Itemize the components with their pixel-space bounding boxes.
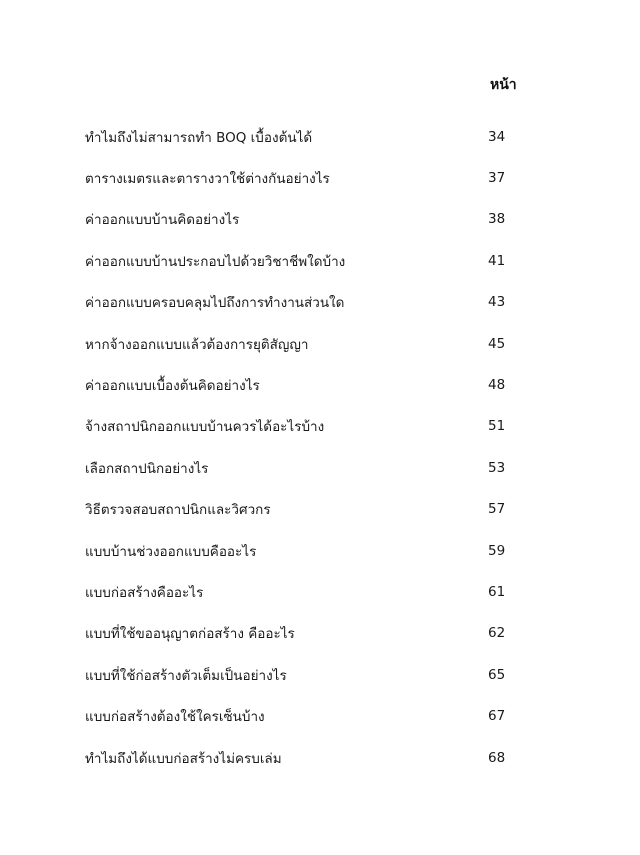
toc-entry — [85, 695, 510, 736]
toc-entry — [85, 199, 510, 240]
toc-entry-page: 68 — [488, 749, 506, 766]
toc-entry-title: วิธีตรวจสอบสถาปนิกและวิศวกร — [85, 502, 271, 519]
toc-entry-title: ค่าออกแบบบ้านคิดอย่างไร — [85, 212, 240, 229]
toc-entry — [85, 116, 510, 157]
toc-entry-page: 34 — [488, 128, 506, 145]
toc-entry-title: แบบก่อสร้างต้องใช้ใครเซ็นบ้าง — [85, 709, 265, 726]
toc-entry-page: 43 — [488, 294, 506, 311]
toc-entry-page: 67 — [488, 708, 506, 725]
toc-entry-page: 48 — [488, 377, 506, 394]
toc-entry — [85, 364, 510, 405]
toc-entry-page: 65 — [488, 666, 506, 683]
toc-entry — [85, 489, 510, 530]
toc-entry — [85, 613, 510, 654]
toc-entry — [85, 571, 510, 612]
toc-entry-title: แบบที่ใช้ขออนุญาตก่อสร้าง คืออะไร — [85, 626, 295, 643]
toc-entry-page: 51 — [488, 418, 506, 435]
toc-entry-page: 62 — [488, 625, 506, 642]
page-column-header: หน้า — [490, 77, 517, 93]
toc-entry-title: หากจ้างออกแบบแล้วต้องการยุติสัญญา — [85, 336, 309, 353]
toc-entry-title: แบบบ้านช่วงออกแบบคืออะไร — [85, 543, 257, 560]
toc-entry-title: ตารางเมตรและตารางวาใช้ต่างกันอย่างไร — [85, 171, 330, 188]
toc-entry-title: เลือกสถาปนิกอย่างไร — [85, 460, 209, 477]
toc-entry — [85, 323, 510, 364]
toc-entry-page: 45 — [488, 335, 506, 352]
toc-entry-title: จ้างสถาปนิกออกแบบบ้านควรได้อะไรบ้าง — [85, 419, 325, 436]
toc-entry — [85, 240, 510, 281]
toc-entry-page: 37 — [488, 170, 506, 187]
toc-entry-page: 53 — [488, 459, 506, 476]
toc-entry-title: ค่าออกแบบเบื้องต้นคิดอย่างไร — [85, 378, 260, 395]
toc-entry-page: 61 — [488, 583, 506, 600]
toc-entry-title: ทำไมถึงได้แบบก่อสร้างไม่ครบเล่ม — [85, 750, 282, 767]
toc-entry-title: ค่าออกแบบครอบคลุมไปถึงการทำงานส่วนใด — [85, 295, 345, 312]
toc-entry-title: แบบก่อสร้างคืออะไร — [85, 584, 204, 601]
toc-entry-title: แบบที่ใช้ก่อสร้างตัวเต็มเป็นอย่างไร — [85, 667, 287, 684]
toc-entry — [85, 654, 510, 695]
table-of-contents — [85, 116, 510, 778]
toc-entry — [85, 406, 510, 447]
toc-entry-page: 59 — [488, 542, 506, 559]
toc-entry-page: 38 — [488, 211, 506, 228]
toc-entry-page: 57 — [488, 501, 506, 518]
toc-entry — [85, 737, 510, 778]
toc-entry-title: ทำไมถึงไม่สามารถทำ BOQ เบื้องต้นได้ — [85, 129, 313, 146]
toc-entry — [85, 157, 510, 198]
toc-entry-title: ค่าออกแบบบ้านประกอบไปด้วยวิชาชีพใดบ้าง — [85, 253, 346, 270]
toc-entry — [85, 447, 510, 488]
toc-entry — [85, 282, 510, 323]
toc-entry — [85, 530, 510, 571]
toc-entry-page: 41 — [488, 252, 506, 269]
